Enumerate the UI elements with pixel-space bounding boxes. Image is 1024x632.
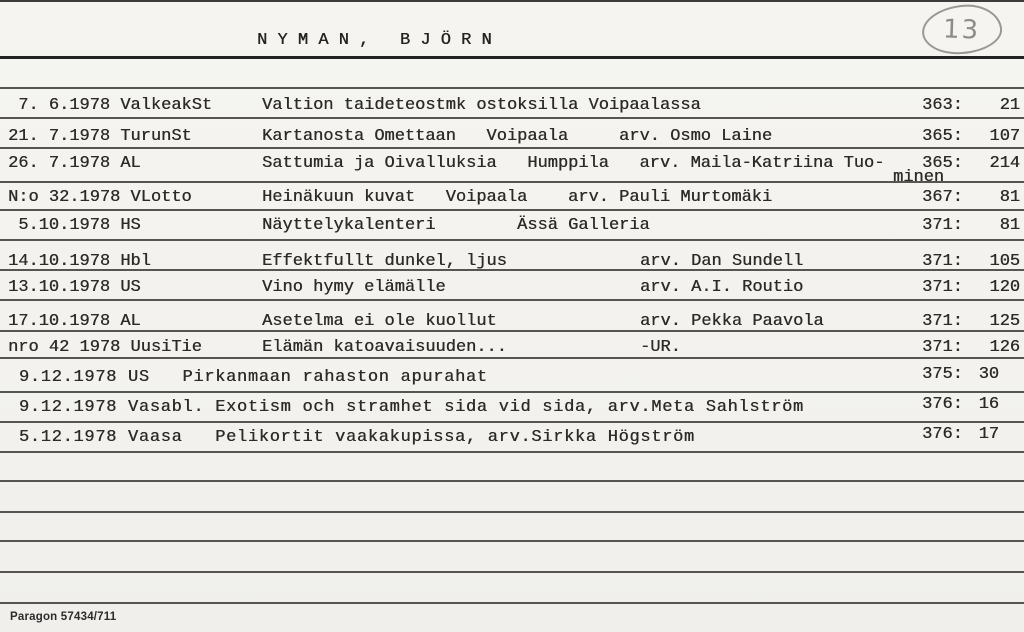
ruled-line xyxy=(0,391,1024,393)
ruled-line xyxy=(0,451,1024,453)
ruled-line xyxy=(0,540,1024,542)
page-number-badge xyxy=(920,2,1003,56)
entry-ref-volume: 376: xyxy=(922,425,963,444)
entry-title: Näyttelykalenteri Ässä Galleria xyxy=(262,216,650,235)
index-entry-row xyxy=(0,425,1024,448)
entry-reviewer: arv. Dan Sundell xyxy=(640,252,804,271)
entry-title: Valtion taideteostmk ostoksilla Voipaalassa xyxy=(262,96,701,115)
entry-reviewer: -UR. xyxy=(640,338,681,357)
entry-ref-volume: 367: xyxy=(922,188,963,207)
entry-ref-volume: 363: xyxy=(922,96,963,115)
entry-ref-volume: 371: xyxy=(922,252,963,271)
entry-date-source: 13.10.1978 US xyxy=(8,278,141,297)
ruled-line xyxy=(0,299,1024,301)
ruled-line xyxy=(0,87,1024,89)
entry-ref-volume: 371: xyxy=(922,216,963,235)
entry-title: Asetelma ei ole kuollut xyxy=(262,312,497,331)
ruled-line xyxy=(0,56,1024,59)
index-entry-row xyxy=(0,365,1024,388)
entry-date-source: nro 42 1978 UusiTie xyxy=(8,338,202,357)
entry-date-source: 17.10.1978 AL xyxy=(8,312,141,331)
index-entry-row xyxy=(0,96,1024,116)
entry-date-source: 21. 7.1978 TurunSt xyxy=(8,127,192,146)
entry-ref-page: 17 xyxy=(978,425,999,444)
entry-ref-volume: 365: xyxy=(922,154,963,173)
ruled-line xyxy=(0,239,1024,241)
entry-date-source: 9.12.1978 US Pirkanmaan rahaston apurahat xyxy=(8,368,488,387)
ruled-line xyxy=(0,602,1024,604)
index-entry-row xyxy=(0,338,1024,358)
entry-title: Sattumia ja Oivalluksia Humppila arv. Maila-Katriina Tuo- xyxy=(262,154,885,173)
index-entry-row xyxy=(0,252,1024,272)
entry-ref-page: 126 xyxy=(989,338,1020,357)
entry-reviewer: arv. Pekka Paavola xyxy=(640,312,824,331)
entry-ref-volume: 371: xyxy=(922,312,963,331)
entry-date-source: 14.10.1978 Hbl xyxy=(8,252,151,271)
index-entry-row xyxy=(0,154,1024,187)
entry-date-source: 7. 6.1978 ValkeakSt xyxy=(8,96,213,115)
ruled-line xyxy=(0,147,1024,149)
entry-ref-volume: 371: xyxy=(922,338,963,357)
index-entry-row xyxy=(0,312,1024,332)
entry-title: Heinäkuun kuvat Voipaala arv. Pauli Murtomäki xyxy=(262,188,773,207)
card-header-name: N Y M A N , B J Ö R N xyxy=(257,31,492,50)
entry-ref-volume: 375: xyxy=(922,365,963,384)
ruled-line xyxy=(0,421,1024,423)
index-entry-row xyxy=(0,127,1024,147)
entry-title: Vino hymy elämälle xyxy=(262,278,446,297)
entry-title: Kartanosta Omettaan Voipaala arv. Osmo Laine xyxy=(262,127,773,146)
entry-ref-volume: 371: xyxy=(922,278,963,297)
index-entry-row xyxy=(0,278,1024,298)
card-manufacturer-label: Paragon 57434/711 xyxy=(10,611,117,623)
entry-ref-page: 214 xyxy=(989,154,1020,173)
ruled-line xyxy=(0,181,1024,183)
entry-title: Elämän katoavaisuuden... xyxy=(262,338,507,357)
entry-ref-volume: 376: xyxy=(922,395,963,414)
entry-ref-page: 30 xyxy=(978,365,999,384)
ruled-line xyxy=(0,209,1024,211)
index-entry-row xyxy=(0,395,1024,418)
entry-date-source: 9.12.1978 Vasabl. Exotism och stramhet sida vid sida, arv.Meta Sahlström xyxy=(8,398,804,417)
entry-ref-page: 120 xyxy=(989,278,1020,297)
ruled-line xyxy=(0,571,1024,573)
index-entry-row xyxy=(0,188,1024,208)
ruled-line xyxy=(0,117,1024,119)
index-entry-row xyxy=(0,216,1024,236)
entry-ref-volume: 365: xyxy=(922,127,963,146)
ruled-line xyxy=(0,0,1024,2)
entry-ref-page: 105 xyxy=(989,252,1020,271)
entry-reviewer: arv. A.I. Routio xyxy=(640,278,804,297)
entry-date-source: 5.10.1978 HS xyxy=(8,216,141,235)
entry-title: Effektfullt dunkel, ljus xyxy=(262,252,507,271)
page-number: 13 xyxy=(942,13,982,46)
entry-date-source: 5.12.1978 Vaasa Pelikortit vaakakupissa, arv.Sirkka Högström xyxy=(8,428,695,447)
ruled-line xyxy=(0,480,1024,482)
entry-ref-page: 16 xyxy=(978,395,999,414)
entry-ref-page: 81 xyxy=(999,216,1020,235)
entry-date-source: 26. 7.1978 AL xyxy=(8,154,141,173)
entry-title-wrap: minen xyxy=(893,168,945,187)
entry-ref-page: 107 xyxy=(989,127,1020,146)
entry-date-source: N:o 32.1978 VLotto xyxy=(8,188,192,207)
entry-ref-page: 81 xyxy=(999,188,1020,207)
ruled-line xyxy=(0,511,1024,513)
entry-ref-page: 21 xyxy=(999,96,1020,115)
entry-ref-page: 125 xyxy=(989,312,1020,331)
